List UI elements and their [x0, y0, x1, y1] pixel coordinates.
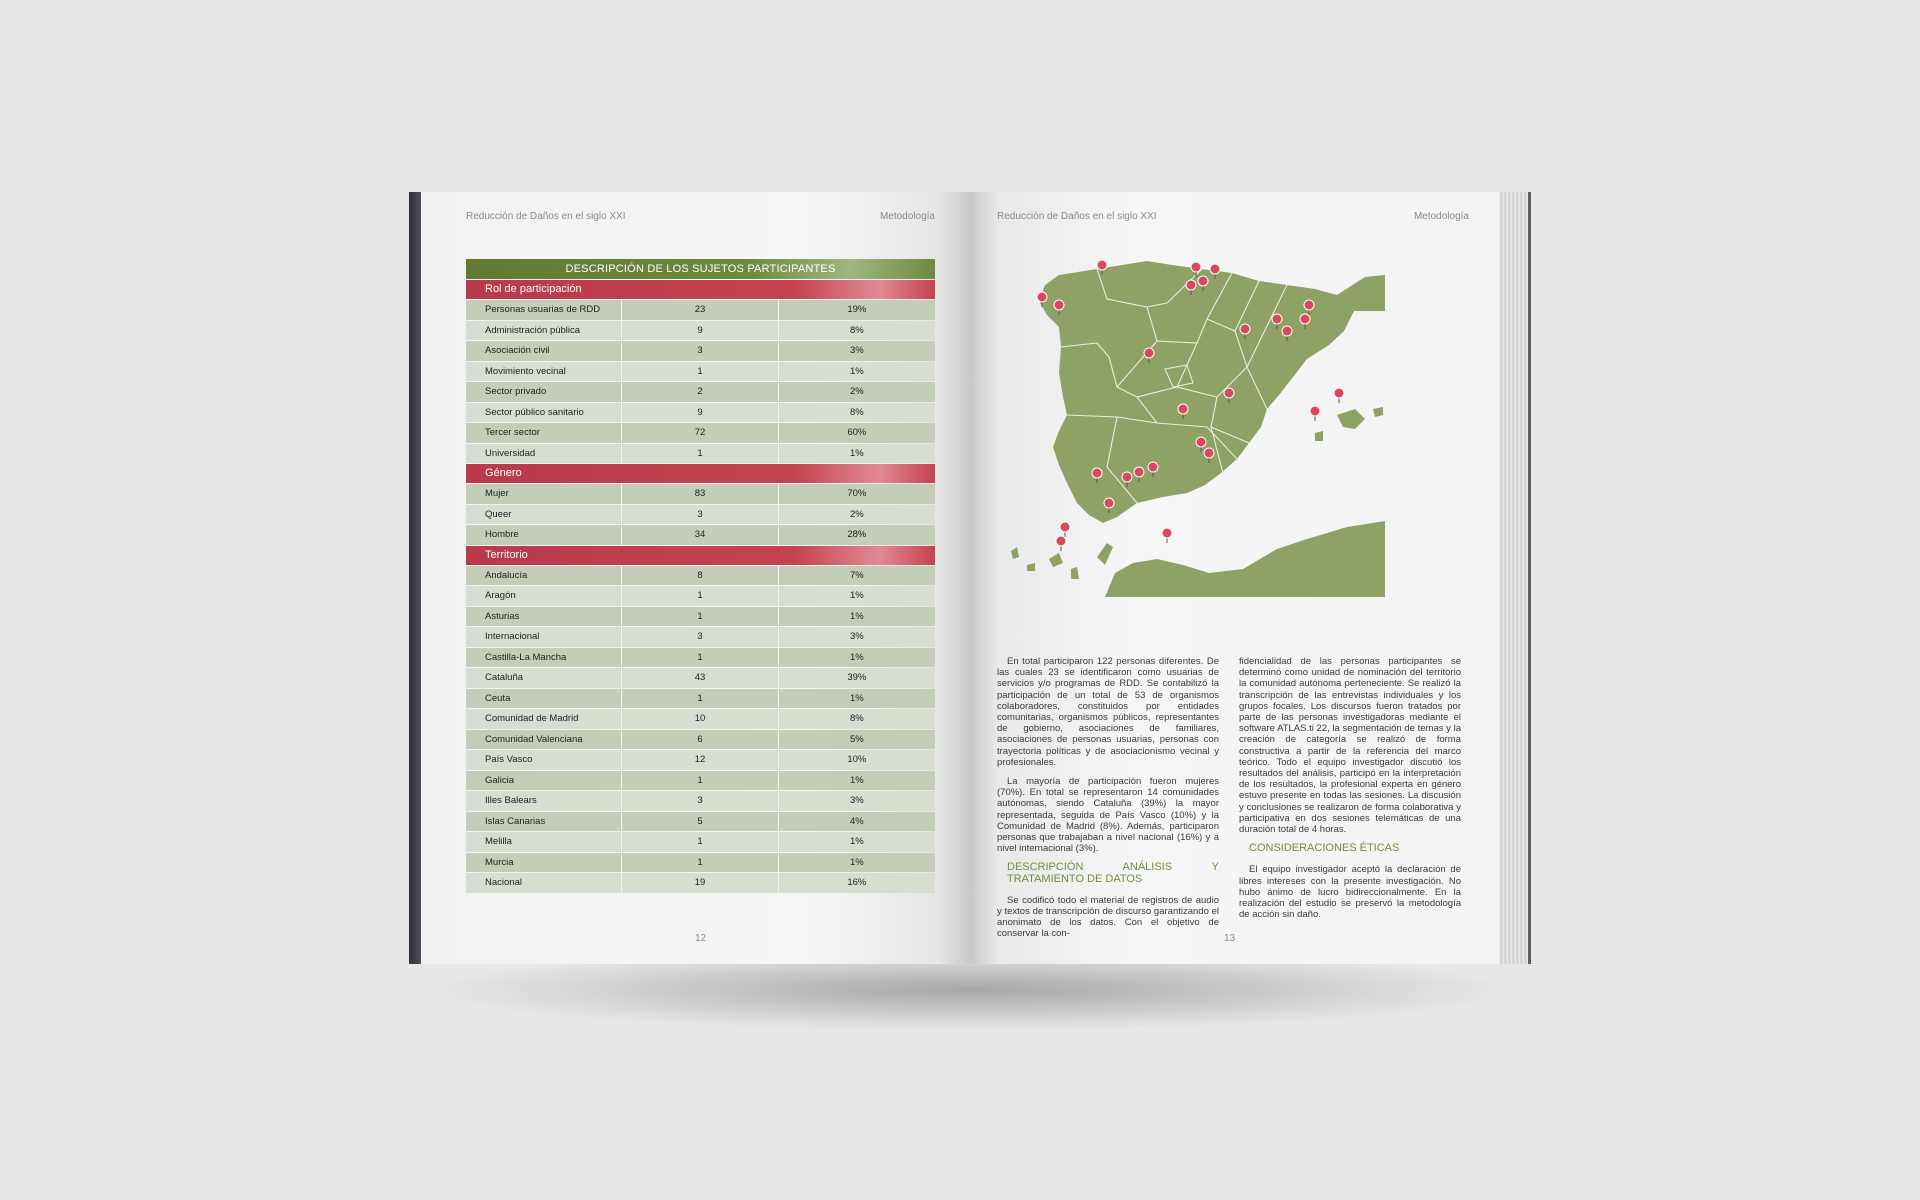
row-label: Movimiento vecinal — [485, 365, 566, 377]
row-count: 19 — [621, 873, 777, 893]
row-percent: 3% — [778, 791, 935, 811]
row-label: Hombre — [485, 529, 519, 540]
row-label: Asturias — [485, 610, 520, 622]
row-count: 1 — [621, 853, 777, 873]
row-percent: 5% — [778, 730, 935, 750]
row-percent: 7% — [778, 566, 935, 586]
row-percent: 4% — [778, 812, 935, 832]
row-percent: 1% — [778, 362, 935, 382]
row-percent: 2% — [778, 382, 935, 402]
row-percent: 28% — [778, 525, 935, 545]
row-label: Personas usuarias de RDD — [485, 304, 601, 315]
table-row — [466, 853, 935, 873]
running-head-title: Reducción de Daños en el siglo XXI — [466, 211, 626, 222]
row-label: Internacional — [485, 631, 540, 642]
table-row — [466, 525, 935, 545]
paragraph: La mayoría de participación fueron mujeres (70%). En total se representaron 14 comunidades autónomas, siendo Cataluña (39%) la mayor representada, seguida de País Vasco (10%) y la Comunidad de Madrid (8%). Además, participaron personas que trabajaban a nivel nacional (16%) y a nivel internacional (3%). — [997, 776, 1219, 855]
row-label: Illes Balears — [485, 795, 537, 806]
table-row — [466, 321, 935, 341]
row-count: 6 — [621, 730, 777, 750]
table-row — [466, 586, 935, 606]
row-label: Murcia — [485, 856, 514, 868]
table-row — [466, 689, 935, 709]
section-heading-analysis: DESCRIPCIÓN ANÁLISIS Y TRATAMIENTO DE DATOS — [1007, 861, 1219, 885]
row-count: 43 — [621, 668, 777, 688]
table-row — [466, 812, 935, 832]
table-body — [466, 280, 935, 893]
table-row — [466, 750, 935, 770]
row-count: 1 — [621, 648, 777, 668]
row-percent: 16% — [778, 873, 935, 893]
table-row — [466, 627, 935, 647]
row-label: Administración pública — [485, 324, 581, 336]
row-percent: 3% — [778, 341, 935, 361]
row-count: 1 — [621, 362, 777, 382]
row-percent: 10% — [778, 750, 935, 770]
row-label: Queer — [485, 508, 512, 520]
row-count: 3 — [621, 505, 777, 525]
paragraph: fidencialidad de las personas participantes se determinó como unidad de nominación del territorio la comunidad autónoma perteneciente. Se realizó la transcripción de las entrevistas individuales y los grupos focales. Los discursos fueron tratados por parte de las personas investigadoras mediante el software ATLAS.ti 22, la segmentación de temas y la creación de categoría se realizó de forma constructiva a partir de la referencia del marco teórico. Todo el equipo investigador discutió los resultados del análisis, participó en la interpretación de los resultados, la profesional experta en género estuvo presente en todas las sesiones. La discusión y conclusiones se realizaron de forma colaborativa y participativa en dos sesiones telemáticas de una duración total de 4 horas. — [1239, 656, 1461, 836]
row-count: 5 — [621, 812, 777, 832]
text-column-2 — [1239, 656, 1461, 928]
row-label: Mujer — [485, 488, 509, 499]
row-percent: 2% — [778, 505, 935, 525]
row-count: 1 — [621, 586, 777, 606]
row-percent: 1% — [778, 444, 935, 464]
row-percent: 1% — [778, 771, 935, 791]
row-label: Islas Canarias — [485, 815, 546, 827]
row-count: 1 — [621, 771, 777, 791]
row-percent: 39% — [778, 668, 935, 688]
running-head-section: Metodología — [879, 211, 935, 222]
table-row — [466, 423, 935, 443]
table-row — [466, 403, 935, 423]
page-edges — [1498, 192, 1531, 964]
row-count: 9 — [621, 403, 777, 423]
row-percent: 19% — [778, 300, 935, 320]
table-row — [466, 730, 935, 750]
row-percent: 60% — [778, 423, 935, 443]
paragraph: El equipo investigador aceptó la declaración de libres intereses con la presente investigación. No hubo ánimo de lucro bidireccionalmente. En la realización del estudio se preservó la metodología de acción sin daño. — [1239, 864, 1461, 921]
row-percent: 8% — [778, 403, 935, 423]
map-pin-icon — [1334, 388, 1344, 403]
table-row — [466, 771, 935, 791]
row-label: Asociación civil — [485, 345, 550, 356]
row-count: 12 — [621, 750, 777, 770]
table-row — [466, 648, 935, 668]
row-percent: 1% — [778, 853, 935, 873]
row-percent: 3% — [778, 627, 935, 647]
row-label: País Vasco — [485, 754, 533, 765]
row-count: 83 — [621, 484, 777, 504]
row-label: Sector público sanitario — [485, 406, 584, 418]
running-head-section: Metodología — [1413, 211, 1469, 222]
canary-island-shape — [1097, 543, 1113, 565]
row-label: Ceuta — [485, 692, 511, 704]
row-count: 1 — [621, 832, 777, 852]
row-count: 72 — [621, 423, 777, 443]
row-count: 23 — [621, 300, 777, 320]
table-row — [466, 362, 935, 382]
canary-island-shape — [1011, 547, 1019, 559]
row-percent: 1% — [778, 689, 935, 709]
row-label: Nacional — [485, 877, 522, 888]
row-percent: 1% — [778, 648, 935, 668]
table-row — [466, 566, 935, 586]
row-count: 9 — [621, 321, 777, 341]
ibiza-shape — [1315, 431, 1323, 441]
table-title: DESCRIPCIÓN DE LOS SUJETOS PARTICIPANTES — [466, 259, 935, 279]
menorca-shape — [1373, 407, 1383, 417]
table-row — [466, 444, 935, 464]
table-row — [466, 341, 935, 361]
table-row — [466, 668, 935, 688]
text-column-1 — [997, 656, 1219, 948]
book-spine — [409, 192, 421, 964]
row-count: 3 — [621, 627, 777, 647]
row-label: Sector privado — [485, 386, 547, 397]
canary-island-shape — [1027, 563, 1035, 571]
canary-island-shape — [1049, 553, 1063, 567]
row-label: Comunidad Valenciana — [485, 733, 583, 745]
row-count: 2 — [621, 382, 777, 402]
row-label: Melilla — [485, 836, 512, 847]
row-label: Galicia — [485, 774, 515, 786]
row-percent: 1% — [778, 607, 935, 627]
row-percent: 70% — [778, 484, 935, 504]
row-count: 1 — [621, 444, 777, 464]
page-number: 13 — [1224, 933, 1236, 944]
table-row — [466, 300, 935, 320]
map-pin-icon — [1310, 406, 1320, 421]
row-label: Cataluña — [485, 672, 524, 683]
row-count: 10 — [621, 709, 777, 729]
table-row — [466, 607, 935, 627]
canary-island-shape — [1071, 567, 1079, 579]
table-section-heading: Territorio — [466, 546, 935, 565]
row-count: 1 — [621, 689, 777, 709]
left-page — [421, 192, 971, 964]
row-count: 34 — [621, 525, 777, 545]
paragraph: Se codificó todo el material de registros de audio y textos de transcripción de discurso garantizando el anonimato de los datos. Con el objetivo de conservar la con- — [997, 894, 1219, 940]
mallorca-shape — [1337, 409, 1365, 429]
table-section-heading: Género — [466, 464, 935, 483]
participants-table — [466, 259, 935, 893]
page-number: 12 — [695, 933, 707, 944]
table-row — [466, 382, 935, 402]
row-percent: 8% — [778, 321, 935, 341]
running-head-title: Reducción de Daños en el siglo XXI — [997, 211, 1157, 222]
map-pin-icon — [1060, 522, 1070, 537]
table-row — [466, 873, 935, 893]
row-label: Castilla-La Mancha — [485, 651, 567, 663]
row-label: Aragón — [485, 590, 516, 601]
row-label: Andalucía — [485, 569, 528, 581]
table-row — [466, 832, 935, 852]
row-label: Universidad — [485, 447, 536, 459]
row-count: 3 — [621, 791, 777, 811]
paragraph: En total participaron 122 personas diferentes. De las cuales 23 se identificaron como usuarias de servicios y/o programas de RDD. Se contabilizó la participación de un total de 53 de organismos colaboradores, constituidos por entidades comunitarias, organismos públicos, representantes de gobierno, asociaciones de familiares, asociaciones de personas usuarias, personas con trayectoria políticas y de asociacionismo vecinal y profesionales. — [997, 656, 1219, 768]
row-label: Comunidad de Madrid — [485, 713, 579, 724]
table-section-heading: Rol de participación — [466, 280, 935, 299]
table-row — [466, 505, 935, 525]
spain-map — [997, 247, 1387, 597]
row-label: Tercer sector — [485, 427, 540, 438]
section-heading-ethics: CONSIDERACIONES ÉTICAS — [1249, 842, 1400, 855]
row-count: 1 — [621, 607, 777, 627]
table-row — [466, 484, 935, 504]
table-row — [466, 709, 935, 729]
row-count: 3 — [621, 341, 777, 361]
right-page — [971, 192, 1499, 964]
map-pin-icon — [1162, 528, 1172, 543]
north-africa-shape — [1105, 521, 1385, 597]
row-percent: 1% — [778, 586, 935, 606]
row-percent: 8% — [778, 709, 935, 729]
row-percent: 1% — [778, 832, 935, 852]
map-pin-icon — [1056, 536, 1066, 551]
table-row — [466, 791, 935, 811]
row-count: 8 — [621, 566, 777, 586]
